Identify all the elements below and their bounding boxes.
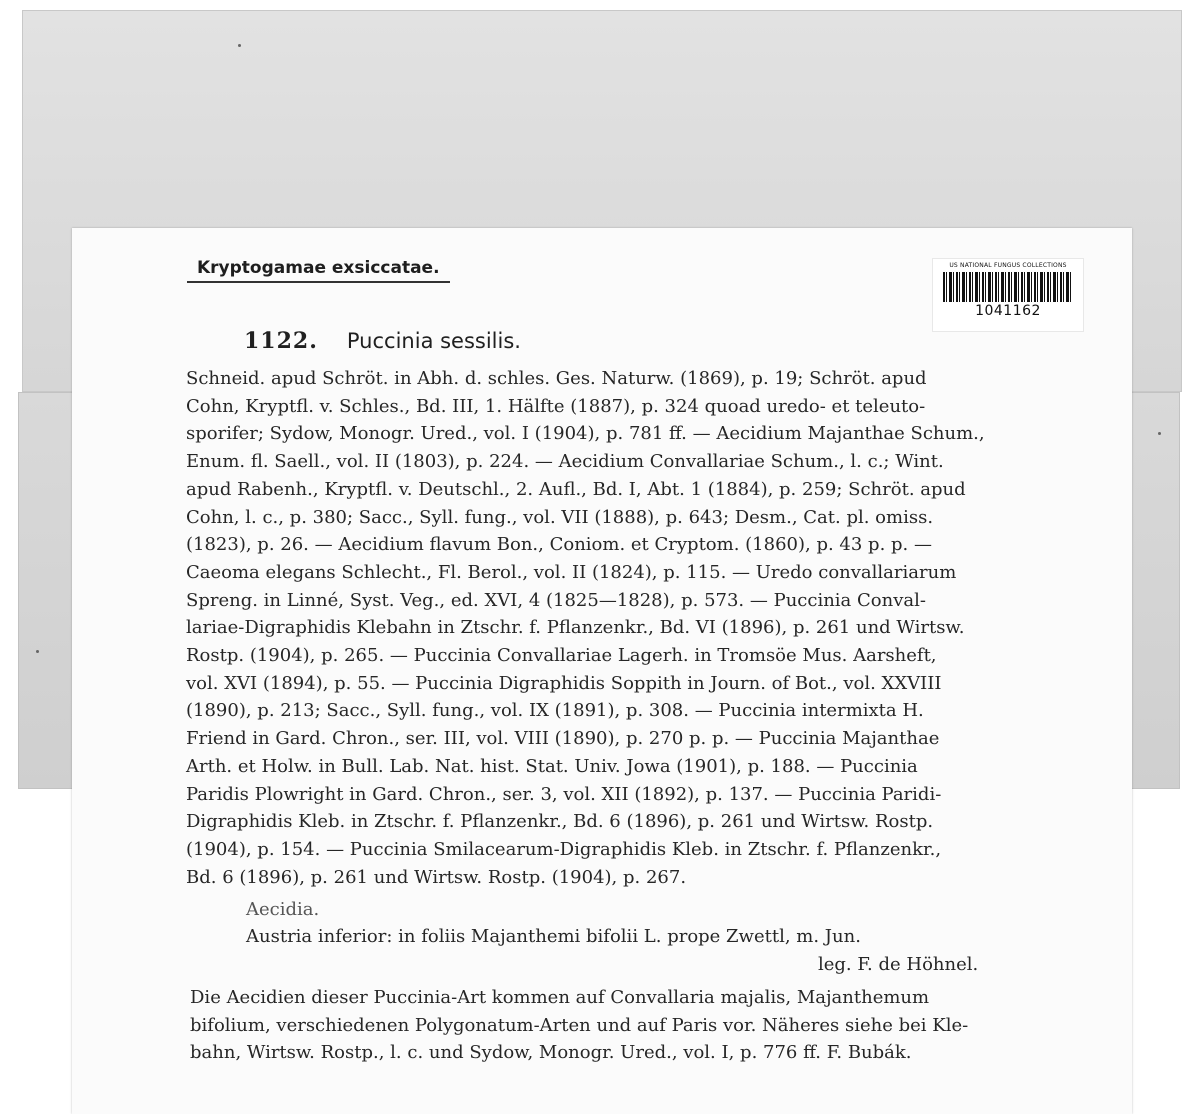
synonymy-line: Caeoma elegans Schlecht., Fl. Berol., vol. II (1824), p. 115. — Uredo convallariarum: [186, 561, 957, 583]
synonymy-line: Enum. fl. Saell., vol. II (1803), p. 224. — Aecidium Convallariae Schum., l. c.; Wint.: [186, 451, 944, 473]
synonymy-line: Cohn, l. c., p. 380; Sacc., Syll. fung., vol. VII (1888), p. 643; Desm., Cat. pl. omiss.: [186, 506, 934, 528]
series-header: Kryptogamae exsiccatae.: [187, 258, 450, 283]
synonymy-line: Digraphidis Kleb. in Ztschr. f. Pflanzenkr., Bd. 6 (1896), p. 261 und Wirtsw. Rostp.: [186, 811, 934, 833]
specimen-title: [244, 328, 521, 354]
barcode-caption: US NATIONAL FUNGUS COLLECTIONS: [949, 262, 1067, 269]
spore-stage: Aecidia.: [246, 899, 320, 920]
note-text: [190, 984, 1040, 1067]
note-line: Die Aecidien dieser Puccinia-Art kommen auf Convallaria majalis, Majanthemum: [190, 987, 930, 1008]
synonymy-line: Cohn, Kryptfl. v. Schles., Bd. III, 1. Hälfte (1887), p. 324 quoad uredo- et teleuto-: [186, 395, 926, 417]
synonymy-line: Spreng. in Linné, Syst. Veg., ed. XVI, 4 (1825—1828), p. 573. — Puccinia Conval-: [186, 589, 926, 611]
species-name: Puccinia sessilis.: [346, 329, 521, 353]
exsiccata-number: 1122.: [244, 328, 318, 354]
synonymy-text: [186, 365, 1026, 891]
synonymy-line: apud Rabenh., Kryptfl. v. Deutschl., 2. Aufl., Bd. I, Abt. 1 (1884), p. 259; Schröt. apud: [186, 478, 966, 500]
synonymy-line: Friend in Gard. Chron., ser. III, vol. VIII (1890), p. 270 p. p. — Puccinia Majanthae: [186, 728, 940, 750]
synonymy-line: Schneid. apud Schröt. in Abh. d. schles. Ges. Naturw. (1869), p. 19; Schröt. apud: [186, 368, 927, 389]
sheet-speck: [1158, 432, 1161, 435]
barcode-label: [932, 258, 1084, 332]
specimen-label: [72, 228, 1132, 1114]
synonymy-line: vol. XVI (1894), p. 55. — Puccinia Digraphidis Soppith in Journ. of Bot., vol. XXVIII: [186, 672, 942, 694]
synonymy-line: sporifer; Sydow, Monogr. Ured., vol. I (1904), p. 781 ff. — Aecidium Majanthae Schum.,: [186, 423, 985, 445]
synonymy-line: (1904), p. 154. — Puccinia Smilacearum-Digraphidis Kleb. in Ztschr. f. Pflanzenkr.,: [186, 838, 942, 860]
locality: Austria inferior: in foliis Majanthemi bifolii L. prope Zwettl, m. Jun.: [246, 926, 861, 947]
sheet-speck: [36, 650, 39, 653]
synonymy-line: (1890), p. 213; Sacc., Syll. fung., vol. IX (1891), p. 308. — Puccinia intermixta H.: [186, 700, 924, 722]
synonymy-line: Arth. et Holw. in Bull. Lab. Nat. hist. Stat. Univ. Jowa (1901), p. 188. — Puccinia: [186, 755, 918, 777]
synonymy-line: Rostp. (1904), p. 265. — Puccinia Convallariae Lagerh. in Tromsöe Mus. Aarsheft,: [186, 645, 937, 667]
note-line: bifolium, verschiedenen Polygonatum-Arten und auf Paris vor. Näheres siehe bei Kle-: [190, 1014, 969, 1036]
synonymy-line: lariae-Digraphidis Klebahn in Ztschr. f. Pflanzenkr., Bd. VI (1896), p. 261 und Wirtsw.: [186, 617, 965, 639]
synonymy-line: Bd. 6 (1896), p. 261 und Wirtsw. Rostp. (1904), p. 267.: [186, 866, 687, 888]
note-line: bahn, Wirtsw. Rostp., l. c. und Sydow, Monogr. Ured., vol. I, p. 776 ff. F. Bubák.: [190, 1042, 912, 1063]
synonymy-line: (1823), p. 26. — Aecidium flavum Bon., Coniom. et Cryptom. (1860), p. 43 p. p. —: [186, 534, 932, 556]
synonymy-line: Paridis Plowright in Gard. Chron., ser. 3, vol. XII (1892), p. 137. — Puccinia Paridi-: [186, 783, 942, 805]
collector: leg. F. de Höhnel.: [818, 954, 979, 975]
barcode-number: 1041162: [975, 303, 1041, 319]
barcode-icon: [943, 272, 1073, 302]
sheet-speck: [238, 44, 241, 47]
